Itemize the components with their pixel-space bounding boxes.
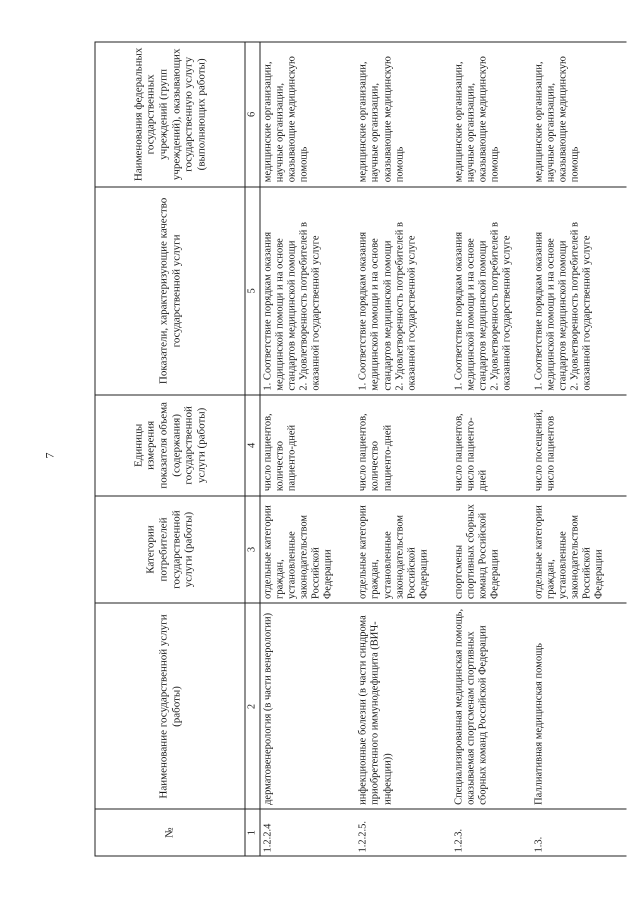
table-row xyxy=(260,42,356,856)
header-units: Единицы измерения показателя объема (содержания) государственной услуги (работы) xyxy=(95,395,245,496)
row-institutions: медицинские организации, научные организации, оказывающие медицинскую помощь xyxy=(451,42,531,187)
column-number: 1 xyxy=(245,809,260,856)
row-quality: 1. Соответствие порядкам оказания медицинской помощи и на основе стандартов медицинской помощи 2. Удовлетворенность потребителей в оказанной государственной услуге xyxy=(260,187,356,395)
table-row xyxy=(451,42,531,856)
services-table xyxy=(95,42,627,857)
row-quality: 1. Соответствие порядкам оказания медицинской помощи и на основе стандартов медицинской помощи 2. Удовлетворенность потребителей в оказанной государственной услуге xyxy=(451,187,531,395)
row-consumers: отдельные категории граждан, установленные законодательством Российской Федерации xyxy=(531,496,626,604)
row-service-name: дерматовенерология (в части венерологии) xyxy=(260,603,356,809)
row-units: число пациентов, число пациенто-дней xyxy=(451,395,531,496)
row-number: 1.2.3. xyxy=(451,809,531,856)
column-numbers-row xyxy=(245,42,260,856)
header-quality: Показатели, характеризующие качество государственной услуги xyxy=(95,187,245,395)
row-consumers: отдельные категории граждан, установленные законодательством Российской Федерации xyxy=(260,496,356,604)
column-number: 5 xyxy=(245,187,260,395)
column-number: 3 xyxy=(245,496,260,604)
row-units: число посещений, число пациентов xyxy=(531,395,626,496)
column-number: 6 xyxy=(245,42,260,187)
header-number: № xyxy=(95,809,245,856)
table-row xyxy=(356,42,451,856)
column-number: 2 xyxy=(245,603,260,809)
page-number: 7 xyxy=(42,452,57,459)
row-consumers: отдельные категории граждан, установленные законодательством Российской Федерации xyxy=(356,496,451,604)
row-units: число пациентов, количество пациенто-дней xyxy=(260,395,356,496)
row-quality: 1. Соответствие порядкам оказания медицинской помощи и на основе стандартов медицинской помощи 2. Удовлетворенность потребителей в оказанной государственной услуге xyxy=(356,187,451,395)
row-service-name: инфекционные болезни (в части синдрома приобретенного иммунодефицита (ВИЧ-инфекции)) xyxy=(356,603,451,809)
row-quality: 1. Соответствие порядкам оказания медицинской помощи и на основе стандартов медицинской помощи 2. Удовлетворенность потребителей в оказанной государственной услуге xyxy=(531,187,626,395)
row-units: число пациентов, количество пациенто-дней xyxy=(356,395,451,496)
row-number: 1.3. xyxy=(531,809,626,856)
table-row xyxy=(531,42,626,856)
row-institutions: медицинские организации, научные организации, оказывающие медицинскую помощь xyxy=(260,42,356,187)
row-consumers: спортсмены спортивных сборных команд Российской Федерации xyxy=(451,496,531,604)
column-number: 4 xyxy=(245,395,260,496)
services-table-rotated xyxy=(95,42,627,857)
row-service-name: Специализированная медицинская помощь, оказываемая спортсменам спортивных сборных команд Российской Федерации xyxy=(451,603,531,809)
row-number: 1.2.2.5. xyxy=(356,809,451,856)
row-number: 1.2.2.4 xyxy=(260,809,356,856)
row-institutions: медицинские организации, научные организации, оказывающие медицинскую помощь xyxy=(356,42,451,187)
header-institutions: Наименования федеральных государственных учреждений (групп учреждений), оказывающих государственную услугу (выполняющих работы) xyxy=(95,42,245,187)
header-consumers: Категории потребителей государственной услуги (работы) xyxy=(95,496,245,604)
row-service-name: Паллиативная медицинская помощь xyxy=(531,603,626,809)
row-institutions: медицинские организации, научные организации, оказывающие медицинскую помощь xyxy=(531,42,626,187)
table-header-row xyxy=(95,42,245,856)
header-service-name: Наименование государственной услуги (работы) xyxy=(95,603,245,809)
